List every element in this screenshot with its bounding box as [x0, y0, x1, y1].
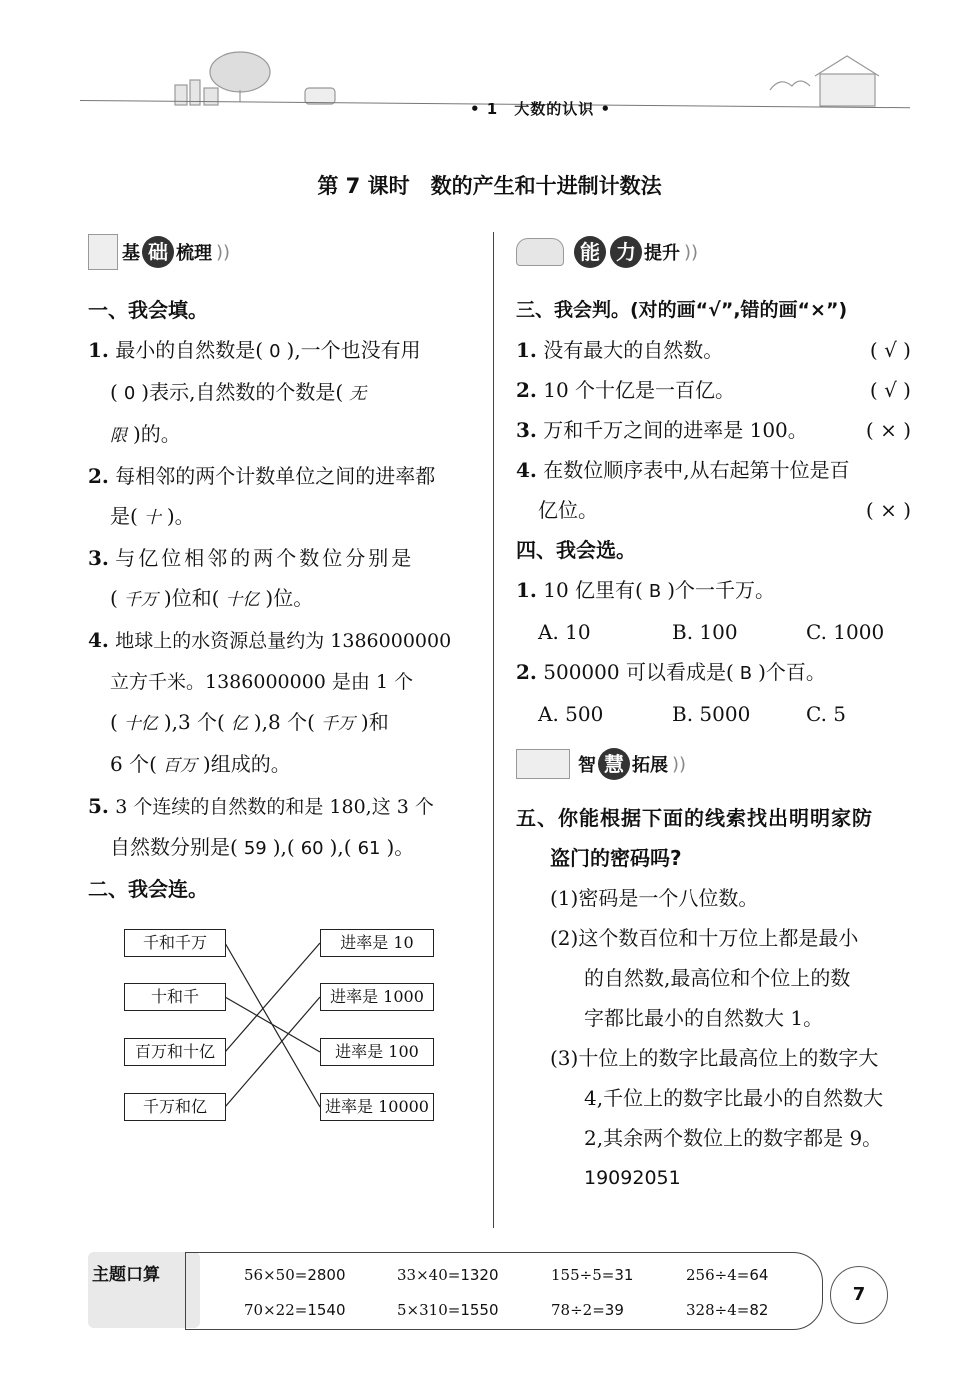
answer: 59: [243, 838, 267, 859]
clue-3-cont: 4,千位上的数字比最小的自然数大: [584, 1086, 884, 1110]
answer: 十亿: [225, 590, 260, 610]
oral-item: 70×22=1540: [244, 1301, 346, 1319]
clue-3: (3)十位上的数字比最高位上的数字大: [550, 1046, 879, 1070]
oral-item: 33×40=1320: [397, 1266, 499, 1284]
slide-icon: [88, 234, 118, 270]
question-2-line2: 是( 十 )。: [110, 504, 195, 528]
badge-text-big: 能: [574, 236, 606, 268]
clue-2-cont: 的自然数,最高位和个位上的数: [584, 966, 851, 990]
judge-mark: ( √ ): [869, 338, 911, 362]
question-1-line1: 1. 最小的自然数是( 0 ),一个也没有用: [88, 338, 421, 362]
choice-options: [516, 694, 911, 734]
judge-mark: ( × ): [865, 498, 911, 522]
option: A. 500: [538, 702, 604, 726]
judge-mark: ( √ ): [869, 378, 911, 402]
option: C. 1000: [806, 620, 885, 644]
answer: 千万: [123, 590, 158, 610]
password-answer: 19092051: [584, 1167, 681, 1189]
choice-options: [516, 612, 911, 652]
right-column: [516, 230, 911, 1198]
page-number: 7: [830, 1266, 888, 1324]
answer: 无: [349, 384, 367, 404]
question-5-line2: 自然数分别是( 59 ),( 60 ),( 61 )。: [110, 835, 415, 859]
match-line: [225, 943, 320, 1052]
wisdom-badge: [516, 742, 911, 786]
section4-title: 四、我会选。: [516, 538, 636, 562]
oral-item: 328÷4=82: [686, 1301, 769, 1319]
badge-text-big: 础: [142, 236, 174, 268]
judge-item: 1. 没有最大的自然数。 ( √ ): [516, 330, 911, 370]
match-right-box: 进率是 1000: [320, 983, 434, 1011]
question-4-line3: ( 十亿 ),3 个( 亿 ),8 个( 千万 )和: [110, 710, 389, 734]
badge-parens: )): [216, 241, 231, 263]
clue-3-cont: 2,其余两个数位上的数字都是 9。: [584, 1126, 883, 1150]
match-line: [225, 997, 320, 1107]
match-right-box: 进率是 100: [320, 1038, 434, 1066]
lesson-title: 第 7 课时 数的产生和十进制计数法: [317, 174, 662, 198]
basics-badge: [88, 230, 483, 274]
answer: B: [739, 663, 753, 684]
badge-text-pre: 基: [122, 243, 140, 264]
oral-item: 256÷4=64: [686, 1266, 769, 1284]
badge-text-post: 拓展: [632, 755, 668, 776]
car-icon: [516, 238, 564, 266]
question-3-line2: ( 千万 )位和( 十亿 )位。: [110, 586, 314, 610]
ability-badge: [516, 230, 911, 274]
answer: 0: [269, 341, 281, 362]
question-4-line1: 4. 地球上的水资源总量约为 1386000000: [88, 628, 452, 652]
question-5-line1: 5. 3 个连续的自然数的和是 180,这 3 个: [88, 794, 434, 818]
match-left-box: 百万和十亿: [124, 1038, 226, 1066]
chapter-title: • 1 大数的认识 •: [470, 100, 612, 118]
oral-item: 5×310=1550: [397, 1301, 499, 1319]
badge-parens: )): [684, 241, 699, 263]
clue-2-cont: 字都比最小的自然数大 1。: [584, 1006, 824, 1030]
match-right-box: 进率是 10: [320, 929, 434, 957]
badge-text-post: 提升: [644, 243, 680, 264]
question-1-line3: 限 )的。: [110, 422, 181, 446]
badge-parens: )): [672, 753, 687, 775]
answer: B: [648, 581, 662, 602]
clue-2: (2)这个数百位和十万位上都是最小: [550, 926, 859, 950]
answer: 60: [300, 838, 324, 859]
badge-text-big: 力: [610, 236, 642, 268]
badge-text-big: 慧: [598, 748, 630, 780]
oral-item: 155÷5=31: [551, 1266, 634, 1284]
answer: 十亿: [123, 714, 158, 734]
judge-item: 2. 10 个十亿是一百亿。 ( √ ): [516, 370, 911, 410]
match-line: [225, 997, 320, 1052]
answer: 61: [357, 838, 381, 859]
option: B. 5000: [672, 702, 751, 726]
answer: 亿: [230, 714, 248, 734]
oral-item: 56×50=2800: [244, 1266, 346, 1284]
question-2-line1: 2. 每相邻的两个计数单位之间的进率都: [88, 464, 436, 488]
badge-text-post: 梳理: [176, 243, 212, 264]
judge-item: 4. 在数位顺序表中,从右起第十位是百: [516, 458, 850, 482]
match-line: [225, 943, 320, 1107]
oral-arithmetic-label: 主题口算: [92, 1265, 160, 1285]
option: B. 100: [672, 620, 738, 644]
question-4-line2: 立方千米。1386000000 是由 1 个: [110, 671, 414, 693]
section1-title: 一、我会填。: [88, 298, 208, 322]
question-3-line1: 3. 与亿位相邻的两个数位分别是: [88, 546, 415, 570]
book-icon: [516, 749, 570, 779]
question-1-line2: ( 0 )表示,自然数的个数是( 无: [88, 372, 483, 414]
badge-text-pre: 智: [578, 755, 596, 776]
answer: 限: [110, 426, 127, 446]
judge-item: 3. 万和千万之间的进率是 100。 ( × ): [516, 410, 911, 450]
question-4-line4: 6 个( 百万 )组成的。: [110, 752, 291, 776]
match-left-box: 十和千: [124, 983, 226, 1011]
choice-question-1: 1. 10 亿里有( B )个一千万。: [516, 578, 776, 602]
section5-title-cont: 盗门的密码吗?: [550, 846, 682, 870]
answer: 百万: [162, 756, 197, 776]
section2-title: 二、我会连。: [88, 877, 208, 901]
match-right-box: 进率是 10000: [320, 1093, 434, 1121]
judge-item-cont: 亿位。 ( × ): [516, 490, 911, 530]
choice-question-2: 2. 500000 可以看成是( B )个百。: [516, 660, 826, 684]
answer: 十: [143, 508, 161, 528]
left-column: [88, 230, 483, 909]
clue-1: (1)密码是一个八位数。: [550, 886, 759, 910]
section3-title: 三、我会判。(对的画“√”,错的画“×”): [516, 299, 848, 321]
match-left-box: 千万和亿: [124, 1093, 226, 1121]
option: C. 5: [806, 702, 847, 726]
oral-item: 78÷2=39: [551, 1301, 624, 1319]
judge-mark: ( × ): [865, 418, 911, 442]
match-left-box: 千和千万: [124, 929, 226, 957]
answer: 0: [123, 383, 136, 404]
section5-title: 五、你能根据下面的线索找出明明家防: [516, 806, 873, 830]
option: A. 10: [538, 620, 591, 644]
column-divider: [493, 232, 494, 1228]
answer: 千万: [320, 714, 355, 734]
